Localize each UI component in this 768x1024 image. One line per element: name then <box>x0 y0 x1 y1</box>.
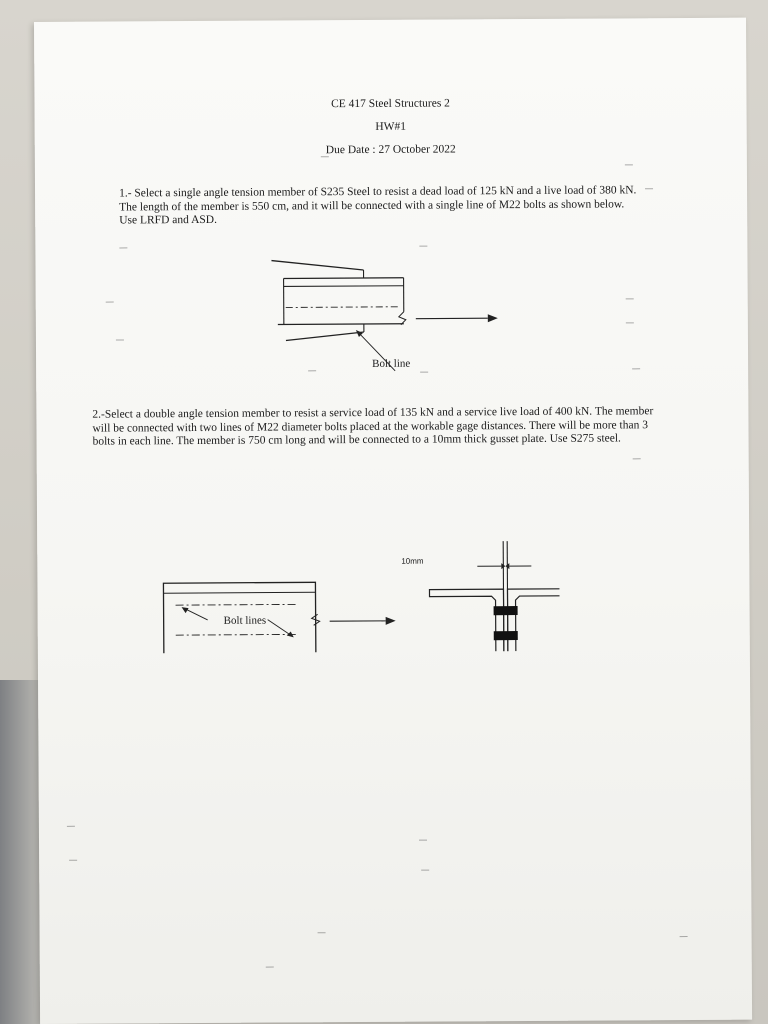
print-speck <box>626 322 634 323</box>
print-speck <box>420 372 428 373</box>
problem-2-text: 2.-Select a double angle tension member to resist a service load of 135 kN and a service live load of 400 kN. The member will be connected with two lines of M22 diameter bolts placed at the workable gage distances. There will be more than 3 bolts in each line. The member is 750 cm long and will be connected to a 10mm thick gusset plate. Use S275 steel. <box>92 405 654 448</box>
print-speck <box>645 188 653 189</box>
print-speck <box>680 936 688 937</box>
print-speck <box>421 870 429 871</box>
print-speck <box>419 840 427 841</box>
course-title: CE 417 Steel Structures 2 <box>331 97 450 111</box>
print-speck <box>116 339 124 340</box>
figure-single-angle <box>249 251 500 373</box>
paper-sheet <box>34 18 752 1024</box>
print-speck <box>625 164 633 165</box>
assignment-title: HW#1 <box>375 120 407 133</box>
print-speck <box>626 298 634 299</box>
single-angle-drawing <box>249 251 500 373</box>
bolt-line-label: Bolt line <box>372 357 411 370</box>
print-speck <box>419 246 427 247</box>
print-speck <box>308 370 316 371</box>
print-speck <box>67 826 75 827</box>
print-speck <box>106 302 114 303</box>
print-speck <box>633 458 641 459</box>
double-angle-drawing <box>159 521 560 653</box>
hand-shadow <box>0 680 40 1024</box>
due-date: Due Date : 27 October 2022 <box>325 143 456 157</box>
print-speck <box>321 156 329 157</box>
problem-1-text: 1.- Select a single angle tension member of S235 Steel to resist a dead load of 125 kN and a live load of 380 kN. The length of the member is 550 cm, and it will be connected with a single line of M22 bolts as shown below. Use LRFD and ASD. <box>119 184 637 227</box>
print-speck <box>318 932 326 933</box>
print-speck <box>266 967 274 968</box>
figure-double-angle <box>159 521 560 653</box>
gusset-thickness-label: 10mm <box>401 556 424 566</box>
print-speck <box>119 247 127 248</box>
print-speck <box>69 860 77 861</box>
print-speck <box>632 368 640 369</box>
bolt-lines-label: Bolt lines <box>223 614 267 627</box>
